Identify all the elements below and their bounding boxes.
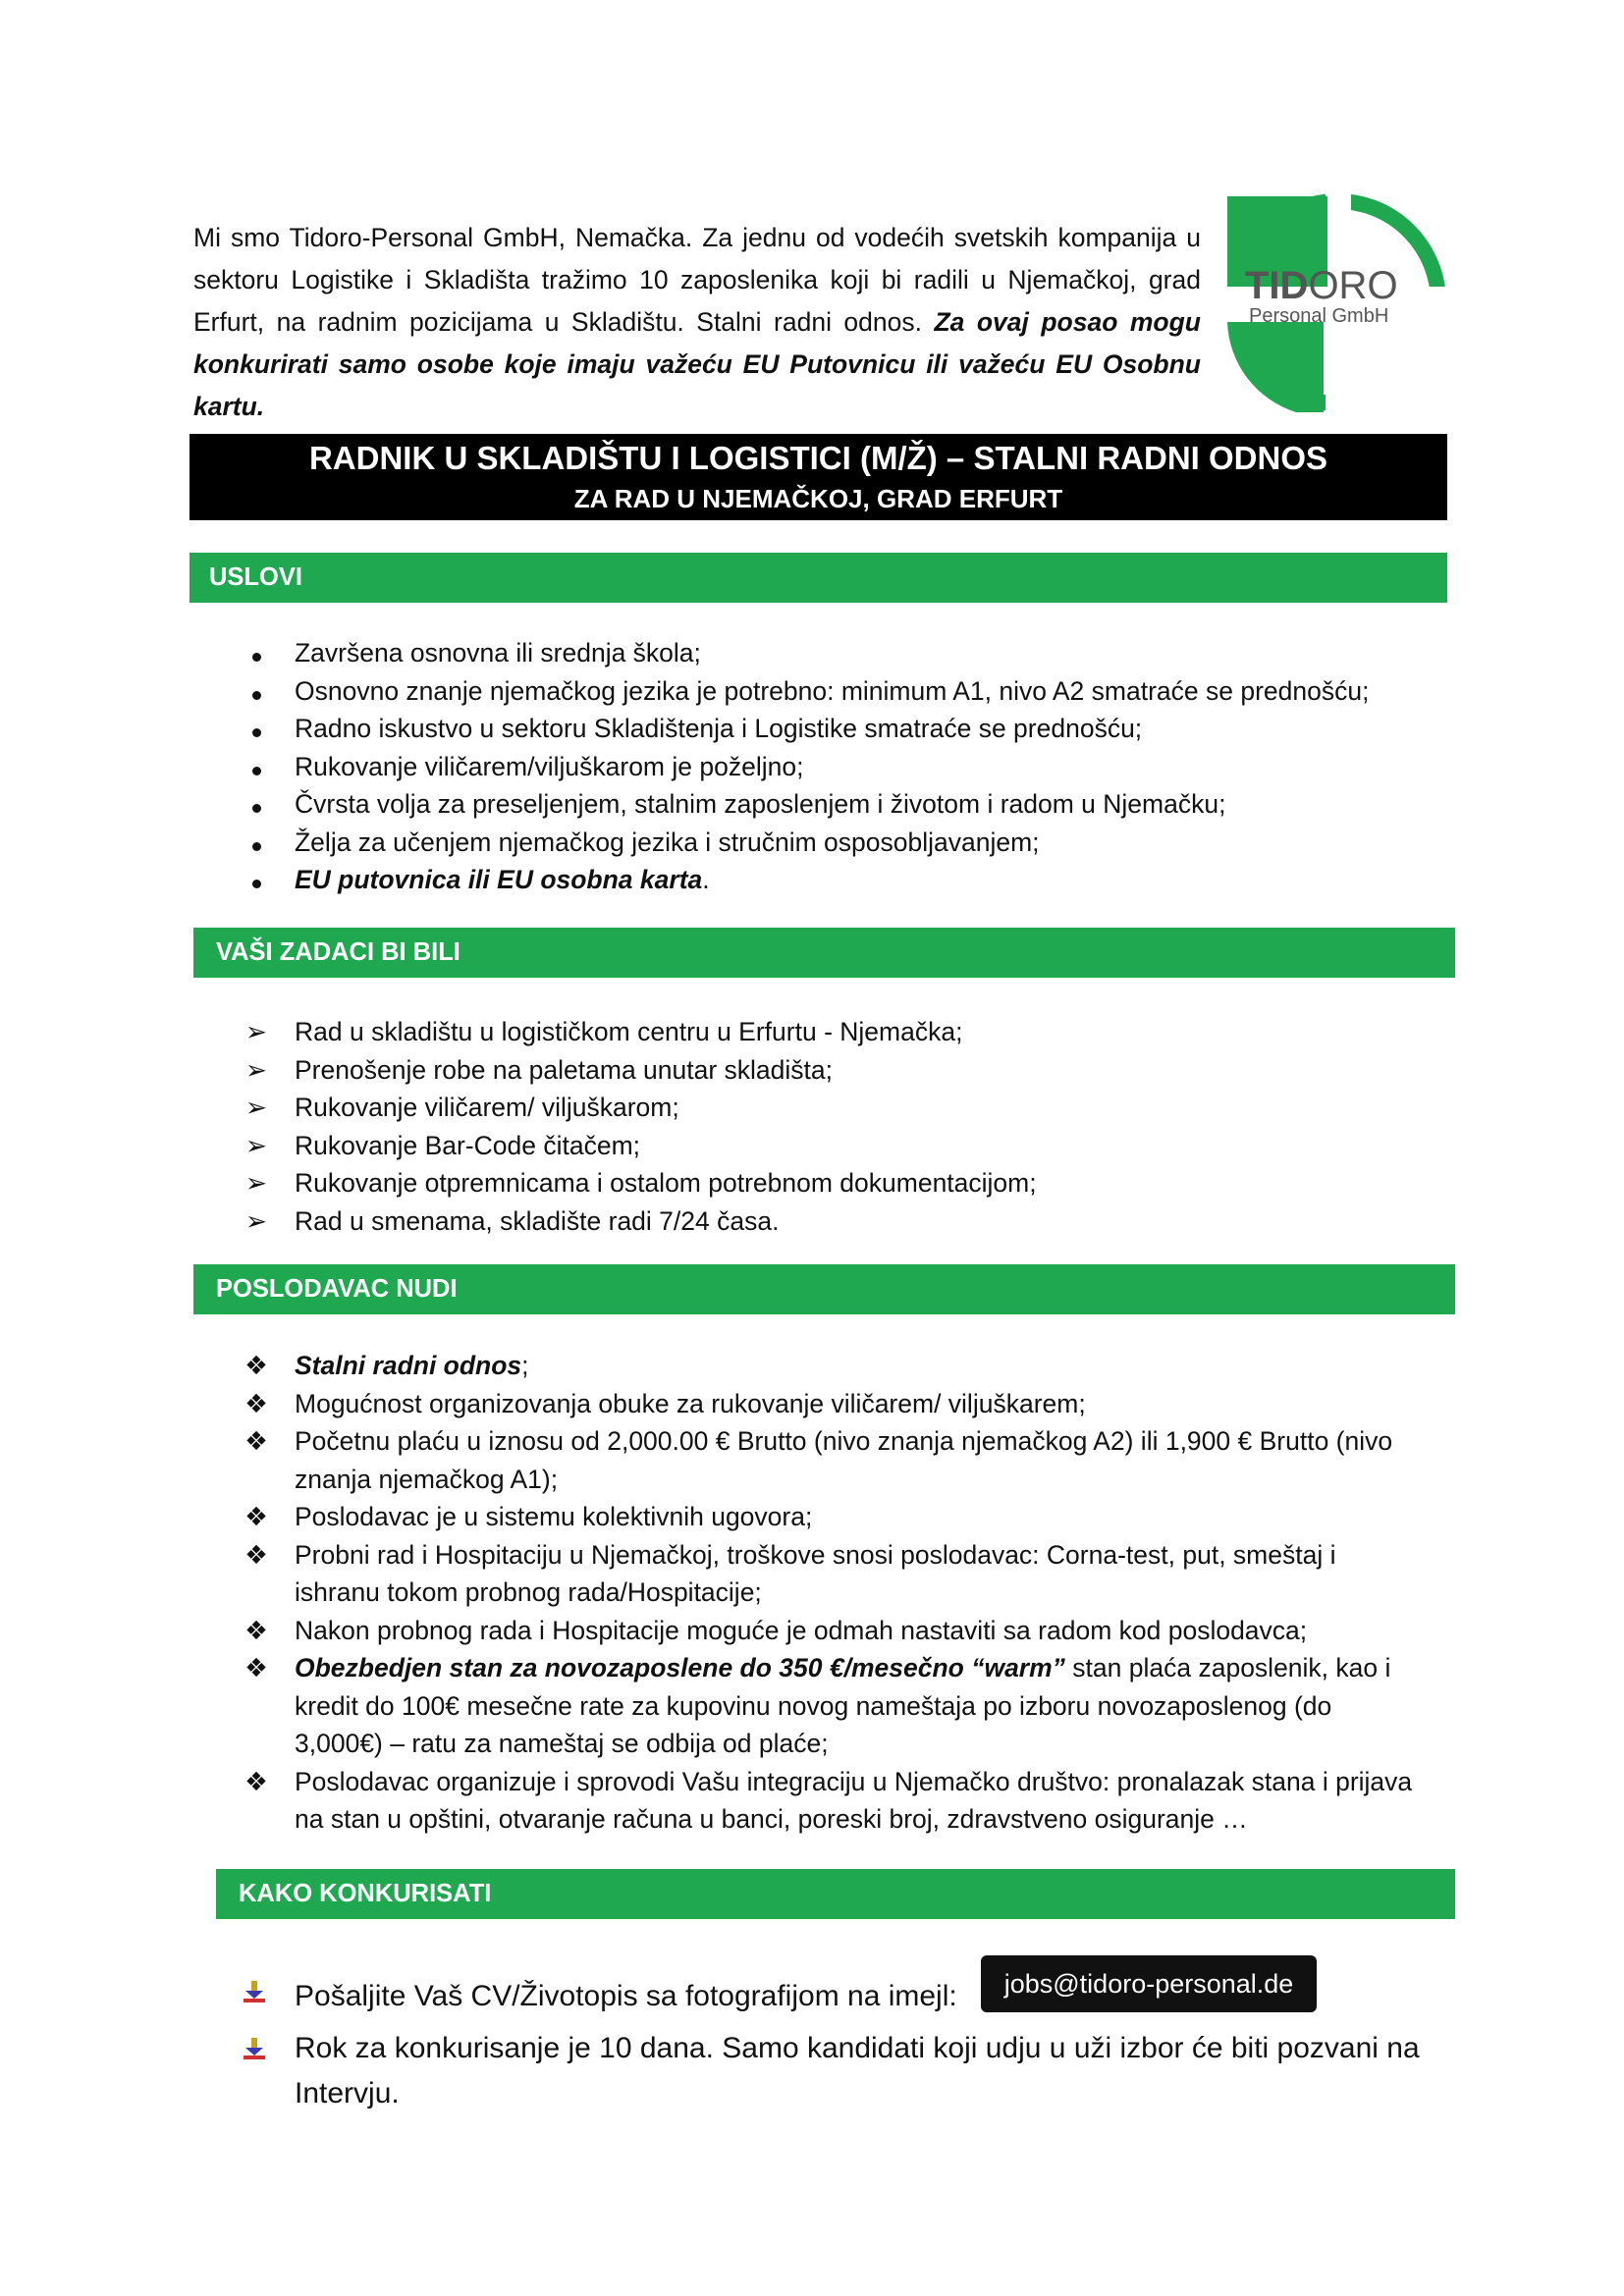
diamond-bullet-icon: ❖ (244, 1426, 268, 1456)
list-item: Želja za učenjem njemačkog jezika i stručnim osposobljavanjem; (0, 824, 1453, 862)
list-item: ❖ Početnu plaću u iznosu od 2,000.00 € Brutto (nivo znanja njemačkog A2) ili 1,900 € Brutto (nivo znanja njemačkog A1); (0, 1422, 1418, 1498)
list-item: Radno iskustvo u sektoru Skladištenja i Logistike smatraće se prednošću; (0, 710, 1453, 748)
list-item: ➢ Rukovanje otpremnicama i ostalom potrebnom dokumentacijom; (0, 1164, 1453, 1202)
list-item: ❖ Stalni radni odnos; (0, 1347, 1418, 1385)
list-item: ❖ Poslodavac je u sistemu kolektivnih ugovora; (0, 1498, 1418, 1536)
intro-paragraph (193, 217, 1201, 428)
section-heading-zadaci: VAŠI ZADACI BI BILI (193, 928, 1455, 978)
email-link[interactable]: jobs@tidoro-personal.de (981, 1955, 1318, 2012)
apply-send-text: Pošaljite Vaš CV/Životopis sa fotografijom na imejl: (295, 1979, 957, 2012)
list-item: ❖ Probni rad i Hospitaciju u Njemačkoj, troškove snosi poslodavac: Corna-test, put, smeštaj i ishranu tokom probnog rada/Hospitacije; (0, 1536, 1418, 1612)
arrow-bullet-icon: ➢ (244, 1130, 268, 1160)
arrow-bullet-icon: ➢ (244, 1168, 268, 1198)
intro-emphasis: Za ovaj posao mogu konkurirati samo osobe koje imaju važeću EU Putovnicu ili važeću EU Osobnu kartu. (193, 306, 1201, 421)
apply-list (0, 1969, 1453, 2116)
diamond-bullet-icon: ❖ (244, 1539, 268, 1570)
apply-deadline-text: Rok za konkurisanje je 10 dana. Samo kandidati koji udju u uži izbor će biti pozvani na Intervju. (295, 2032, 1420, 2109)
list-item: ➢ Prenošenje robe na paletama unutar skladišta; (0, 1051, 1453, 1090)
list-item: ❖ Nakon probnog rada i Hospitacije moguće je odmah nastaviti sa radom kod poslodavca; (0, 1612, 1418, 1650)
tidoro-logo-icon (1227, 192, 1447, 412)
diamond-bullet-icon: ❖ (244, 1653, 268, 1682)
list-item: ➢ Rad u smenama, skladište radi 7/24 časa. (0, 1202, 1453, 1241)
arrow-bullet-icon: ➢ (244, 1054, 268, 1085)
uslovi-list (0, 634, 1453, 899)
intro-text: Mi smo Tidoro-Personal GmbH, Nemačka. Za jednu od vodećih svetskih kompanija u sektoru Logistike i Skladišta tražimo 10 zaposlenika koji bi radili u Njemačkoj, grad Erfurt, na radnim pozicijama u Skladištu. Stalni radni odnos. (193, 222, 1201, 337)
arrow-bullet-icon: ➢ (244, 1205, 268, 1236)
section-heading-nudi: POSLODAVAC NUDI (193, 1264, 1455, 1314)
apply-item-send (0, 1969, 1453, 2026)
diamond-bullet-icon: ❖ (244, 1502, 268, 1531)
list-item: Završena osnovna ili srednja škola; (0, 634, 1453, 672)
logo-name-light: ORO (1308, 264, 1398, 307)
diamond-bullet-icon: ❖ (244, 1351, 268, 1380)
zadaci-list (0, 1013, 1453, 1240)
svg-text:TIDORO (1245, 264, 1398, 307)
diamond-bullet-icon: ❖ (244, 1388, 268, 1418)
list-item: ➢ Rukovanje Bar-Code čitačem; (0, 1127, 1453, 1165)
arrow-bullet-icon: ➢ (244, 1017, 268, 1046)
list-item: ❖ Obezbedjen stan za novozaposlene do 350 €/mesečno “warm” stan plaća zaposlenik, kao i kredit do 100€ mesečne rate za kupovinu novog nameštaja po izboru novozaposlenog (do 3,000€) – ratu za nameštaj se odbija od plaće; (0, 1649, 1418, 1763)
logo-subtitle: Personal GmbH (1249, 305, 1389, 327)
section-heading-uslovi: USLOVI (189, 553, 1447, 603)
list-item: Čvrsta volja za preseljenjem, stalnim zaposlenjem i životom i radom u Njemačku; (0, 785, 1453, 824)
apply-bullet-icon (242, 2038, 267, 2059)
diamond-bullet-icon: ❖ (244, 1615, 268, 1645)
bullet-dot-icon (252, 842, 261, 851)
bullet-dot-icon (252, 691, 261, 700)
job-title: RADNIK U SKLADIŠTU I LOGISTICI (M/Ž) – STALNI RADNI ODNOS (189, 434, 1447, 482)
bullet-dot-icon (252, 653, 261, 662)
bullet-dot-icon (252, 767, 261, 775)
nudi-list (0, 1347, 1418, 1839)
bullet-dot-icon (252, 804, 261, 813)
list-item: Osnovno znanje njemačkog jezika je potrebno: minimum A1, nivo A2 smatraće se prednošću; (0, 672, 1453, 711)
apply-item-deadline (0, 2026, 1453, 2116)
section-heading-kako: KAKO KONKURISATI (216, 1869, 1455, 1919)
bullet-dot-icon (252, 880, 261, 888)
apply-bullet-icon (242, 1981, 267, 2002)
list-item: ❖ Mogućnost organizovanja obuke za rukovanje viličarem/ viljuškarem; (0, 1385, 1418, 1423)
list-item: EU putovnica ili EU osobna karta. (0, 861, 1453, 899)
bullet-dot-icon (252, 728, 261, 737)
job-subtitle: ZA RAD U NJEMAČKOJ, GRAD ERFURT (189, 482, 1447, 520)
logo-name-bold: TID (1245, 264, 1309, 307)
list-item: ➢ Rukovanje viličarem/ viljuškarom; (0, 1089, 1453, 1127)
diamond-bullet-icon: ❖ (244, 1766, 268, 1796)
list-item: ❖ Poslodavac organizuje i sprovodi Vašu integraciju u Njemačko društvo: pronalazak stana i prijava na stan u opštini, otvaranje računa u banci, poreski broj, zdravstveno osiguranje … (0, 1763, 1418, 1839)
list-item: ➢ Rad u skladištu u logističkom centru u Erfurtu - Njemačka; (0, 1013, 1453, 1051)
list-item: Rukovanje viličarem/viljuškarom je poželjno; (0, 748, 1453, 786)
arrow-bullet-icon: ➢ (244, 1093, 268, 1122)
